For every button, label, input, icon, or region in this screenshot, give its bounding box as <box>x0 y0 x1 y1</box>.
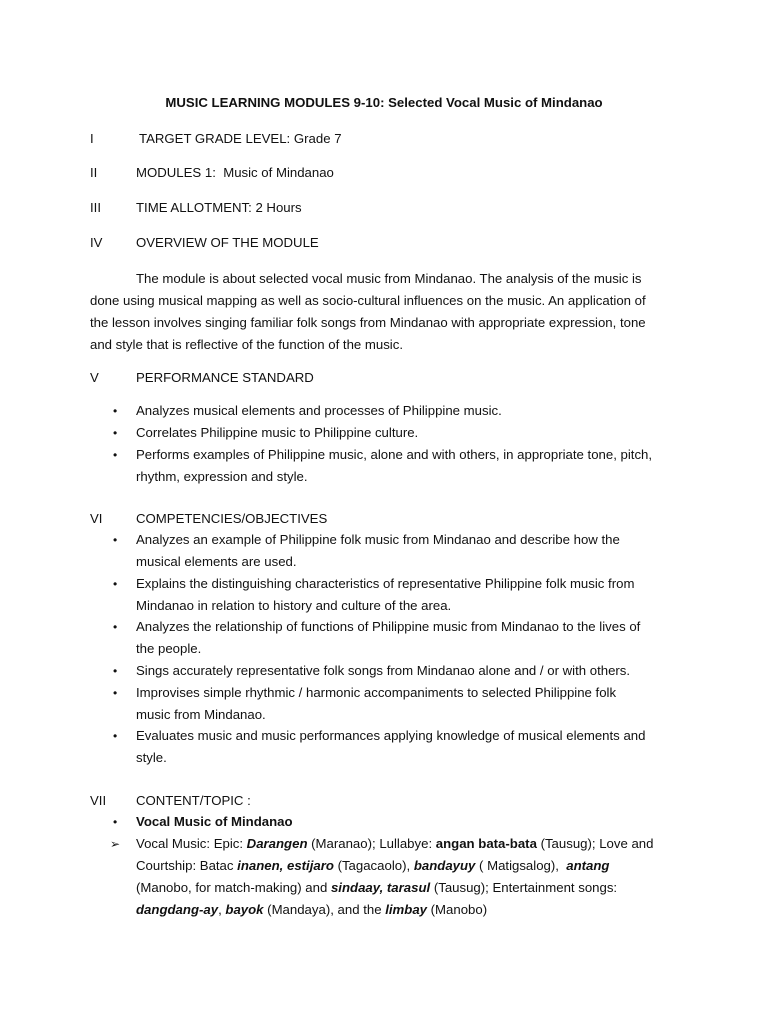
vocal-music-description <box>136 833 653 921</box>
overview-line: the lesson involves singing familiar folk songs from Mindanao with appropriate expression, tone <box>90 315 646 330</box>
section-heading-overview: OVERVIEW OF THE MODULE <box>136 235 319 250</box>
bullet-icon: • <box>113 426 118 440</box>
overview-line: The module is about selected vocal music from Mindanao. The analysis of the music is <box>136 271 642 286</box>
vocal-music-line: Courtship: Batac inanen, estijaro (Tagacaolo), bandayuy ( Matigsalog), antang <box>136 858 610 873</box>
list-item-competency: Explains the distinguishing characteristics of representative Philippine folk music from Mindanao in relation to history and culture of the area. <box>136 576 635 613</box>
topic-vocal-music-mindanao: Vocal Music of Mindanao <box>136 814 293 829</box>
section-number-7: VII <box>90 793 107 808</box>
vocal-music-line: Vocal Music: Epic: Darangen (Maranao); Lullabye: angan bata-bata (Tausug); Love and <box>136 836 654 851</box>
list-item-performance: Correlates Philippine music to Philippine culture. <box>136 425 419 440</box>
section-number-2: II <box>90 165 98 180</box>
arrow-bullet-icon: ➢ <box>110 837 121 851</box>
section-number-5: V <box>90 370 99 385</box>
list-item-competency: Sings accurately representative folk songs from Mindanao alone and / or with others. <box>136 663 631 678</box>
document-title: MUSIC LEARNING MODULES 9-10: Selected Vocal Music of Mindanao <box>165 95 603 110</box>
section-number-3: III <box>90 200 101 215</box>
list-item-performance: Performs examples of Philippine music, alone and with others, in appropriate tone, pitch, rhythm, expression and style. <box>136 447 653 484</box>
bullet-icon: • <box>113 448 118 462</box>
bullet-icon: • <box>113 404 118 418</box>
bullet-icon: • <box>113 533 118 547</box>
vocal-music-line: dangdang-ay, bayok (Mandaya), and the limbay (Manobo) <box>136 902 488 917</box>
overview-paragraph <box>90 268 690 356</box>
section-heading-content-topic: CONTENT/TOPIC : <box>136 793 251 808</box>
section-number-1: I <box>90 131 94 146</box>
section-number-6: VI <box>90 511 103 526</box>
section-heading-modules: MODULES 1: Music of Mindanao <box>136 165 334 180</box>
list-item-performance: Analyzes musical elements and processes of Philippine music. <box>136 403 502 418</box>
bullet-icon: • <box>113 620 118 634</box>
list-item-competency: Analyzes an example of Philippine folk music from Mindanao and describe how the musical elements are used. <box>136 532 620 569</box>
section-number-4: IV <box>90 235 103 250</box>
bullet-icon: • <box>113 686 118 700</box>
bullet-icon: • <box>113 729 118 743</box>
bullet-icon: • <box>113 577 118 591</box>
overview-line: done using musical mapping as well as socio-cultural influences on the music. An application of <box>90 293 646 308</box>
list-item-competency: Analyzes the relationship of functions of Philippine music from Mindanao to the lives of the people. <box>136 619 641 656</box>
section-heading-target-grade: TARGET GRADE LEVEL: Grade 7 <box>139 131 342 146</box>
list-item-competency: Evaluates music and music performances applying knowledge of musical elements and style. <box>136 728 646 765</box>
section-heading-performance-standard: PERFORMANCE STANDARD <box>136 370 314 385</box>
list-item-competency: Improvises simple rhythmic / harmonic accompaniments to selected Philippine folk music from Mindanao. <box>136 685 617 722</box>
bullet-icon: • <box>113 664 118 678</box>
section-heading-time-allotment: TIME ALLOTMENT: 2 Hours <box>136 200 302 215</box>
vocal-music-line: (Manobo, for match-making) and sindaay, tarasul (Tausug); Entertainment songs: <box>136 880 618 895</box>
bullet-icon: • <box>113 815 118 829</box>
overview-line: and style that is reflective of the function of the music. <box>90 337 403 352</box>
section-heading-competencies: COMPETENCIES/OBJECTIVES <box>136 511 328 526</box>
